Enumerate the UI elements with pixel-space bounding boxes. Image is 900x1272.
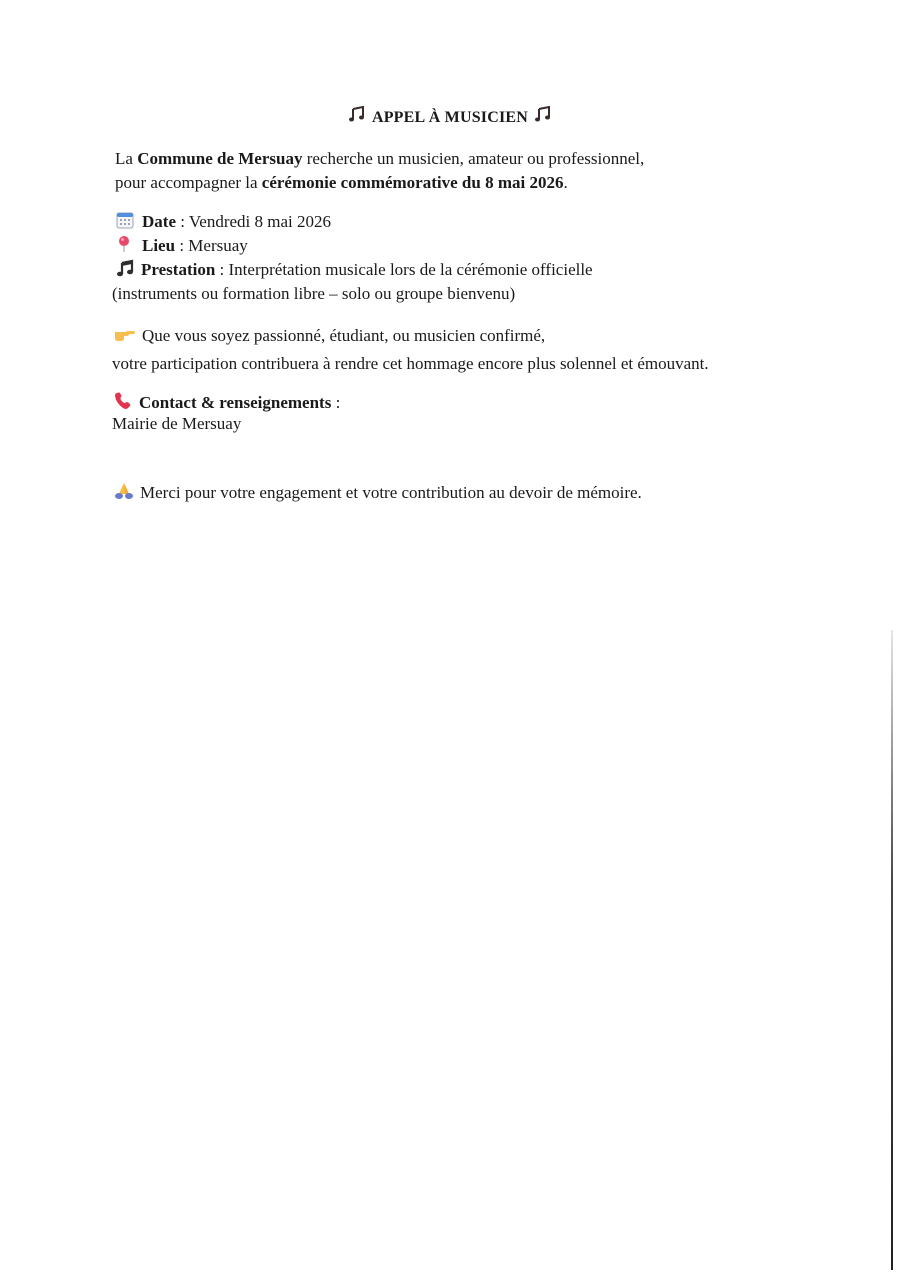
lieu-value: : Mersuay bbox=[175, 236, 248, 255]
music-notes-icon bbox=[348, 106, 366, 131]
prestation-value: : Interprétation musicale lors de la cérémonie officielle bbox=[215, 260, 593, 279]
music-notes-icon bbox=[534, 106, 552, 131]
lieu-line bbox=[116, 235, 248, 259]
contact-value: Mairie de Mersuay bbox=[112, 414, 242, 433]
intro-text: . bbox=[563, 173, 568, 192]
prestation-note: (instruments ou formation libre – solo ou groupe bienvenu) bbox=[112, 284, 516, 303]
intro-text: La bbox=[115, 149, 138, 168]
praying-hands-icon bbox=[114, 482, 134, 506]
date-value: : Vendredi 8 mai 2026 bbox=[175, 212, 332, 231]
music-note-icon bbox=[116, 259, 134, 283]
commune-name: Commune de Mersuay bbox=[137, 149, 303, 168]
calendar-icon bbox=[116, 211, 134, 235]
contact-sep: : bbox=[331, 393, 341, 412]
pitch-text: Que vous soyez passionné, étudiant, ou musicien confirmé, bbox=[142, 326, 546, 345]
date-line bbox=[116, 211, 331, 235]
ceremony-name: cérémonie commémorative du 8 mai 2026 bbox=[261, 173, 564, 192]
scan-edge-line bbox=[891, 630, 893, 1270]
intro-line-2 bbox=[115, 172, 568, 194]
intro-line-1 bbox=[115, 148, 644, 170]
page-title bbox=[0, 106, 900, 131]
pitch-line-2: votre participation contribuera à rendre cet hommage encore plus solennel et émouvant. bbox=[112, 354, 709, 373]
contact-label: Contact & renseignements bbox=[139, 393, 332, 412]
title-text: APPEL À MUSICIEN bbox=[371, 109, 529, 127]
prestation-label: Prestation bbox=[141, 260, 216, 279]
closing-text: Merci pour votre engagement et votre contribution au devoir de mémoire. bbox=[140, 483, 642, 502]
date-label: Date bbox=[142, 212, 176, 231]
closing-line bbox=[114, 482, 642, 506]
prestation-line bbox=[116, 259, 593, 283]
pointing-hand-icon bbox=[114, 326, 136, 348]
intro-text: recherche un musicien, amateur ou professionnel, bbox=[302, 149, 645, 168]
pin-icon bbox=[116, 235, 132, 259]
lieu-label: Lieu bbox=[142, 236, 176, 255]
intro-text: pour accompagner la bbox=[115, 173, 262, 192]
pitch-line-1 bbox=[114, 325, 545, 348]
